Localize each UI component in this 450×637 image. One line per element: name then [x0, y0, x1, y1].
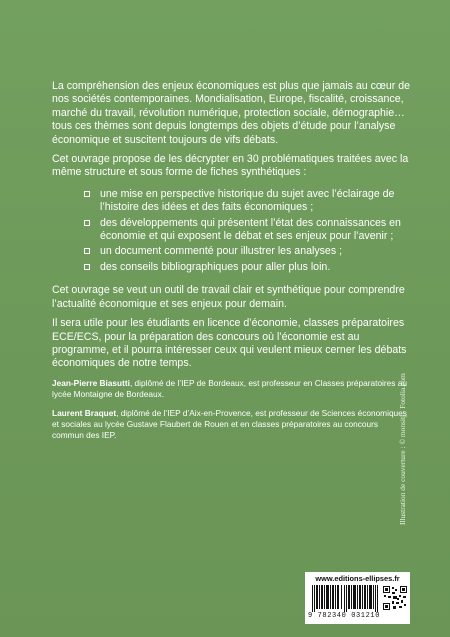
audience-paragraph: Il sera utile pour les étudiants en licence d’économie, classes préparatoires ECE/ECS, pour la préparation des concours où l’économie est au programme, et il pourra intéresser ceux qui veulent mieux cerner les débats économiques de notre temps.	[52, 317, 407, 370]
cover-credit: Illustration de couverture : © monsitj - Fotolia.com	[398, 373, 407, 525]
intro-paragraph: La compréhension des enjeux économiques est plus que jamais au cœur de nos sociétés contemporaines. Mondialisation, Europe, fiscalité, croissance, marché du travail, révolution numérique, protection sociale, démographie… tous ces thèmes sont depuis longtemps des objets d’étude pour l’analyse économique et suscitent toujours de vifs débats.	[52, 80, 411, 146]
purpose-paragraph: Cet ouvrage se veut un outil de travail clair et synthétique pour comprendre l’actualité économique et ses enjeux pour demain.	[52, 284, 405, 310]
square-bullet-icon	[84, 264, 90, 270]
barcode-panel	[305, 572, 410, 624]
list-item: un document commenté pour illustrer les analyses ;	[84, 245, 412, 258]
isbn-number: 9 782340 031210	[308, 612, 381, 620]
square-bullet-icon	[84, 248, 90, 254]
square-bullet-icon	[84, 191, 90, 197]
barcode-icon	[312, 585, 378, 612]
author-bio: Jean-Pierre Biasutti, diplômé de l’IEP de Bordeaux, est professeur en Classes préparatoires au lycée Montaigne de Bordeaux.	[52, 378, 407, 399]
qr-code-icon	[383, 586, 407, 610]
square-bullet-icon	[84, 220, 90, 226]
list-item: des conseils bibliographiques pour aller plus loin.	[84, 261, 412, 274]
author-bios	[52, 378, 412, 449]
publisher-url: www.editions-ellipses.fr	[315, 574, 400, 583]
description	[52, 80, 412, 377]
author-bio: Laurent Braquet, diplômé de l’IEP d’Aix-en-Provence, est professeur de Sciences économiques et sociales au lycée Gustave Flaubert de Rouen et en classes préparatoires au concours commun des IEP.	[52, 408, 407, 440]
list-item: des développements qui présentent l’état des connaissances en économie et qui exposent le débat et ses enjeux pour l’avenir ;	[84, 217, 412, 244]
features-list	[52, 188, 412, 274]
structure-paragraph: Cet ouvrage propose de les décrypter en 30 problématiques traitées avec la même structure et sous forme de fiches synthétiques :	[52, 153, 409, 179]
list-item: une mise en perspective historique du sujet avec l’éclairage de l’histoire des idées et des faits économiques ;	[84, 188, 412, 215]
